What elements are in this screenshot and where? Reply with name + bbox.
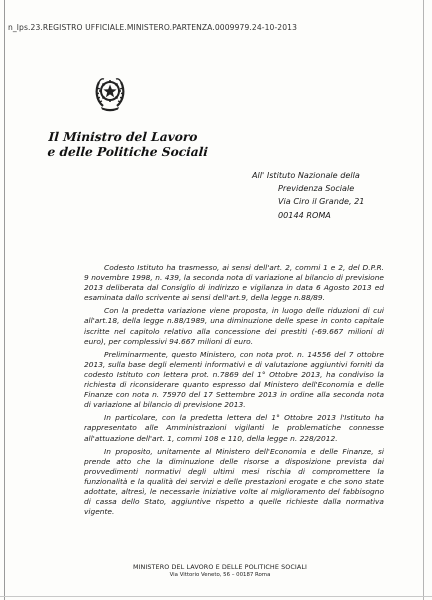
footer-address: Via Vittorio Veneto, 56 – 00187 Roma [169, 572, 271, 578]
letterhead-line-1: Il Ministro del Lavoro [48, 130, 198, 144]
recipient-line-1: All' Istituto Nazionale della [252, 170, 360, 180]
ministry-letterhead [47, 130, 210, 160]
body-paragraph-2: Con la predetta variazione viene proposta, in luogo delle riduzioni di cui all'art.18, della legge n.88/1989, una diminuzione delle spese in conto capitale iscritte nel capitolo relativo alla concessione dei prestiti (-69.667 milioni di euro), per complessivi 94.667 milioni di euro. [84, 306, 384, 346]
body-paragraph-5: In proposito, unitamente al Ministero dell'Economia e delle Finanze, si prende atto che la diminuzione delle risorse a disposizione prevista dai provvedimenti normativi degli ultimi mesi rischia di compromettere la funzionalità e la qualità dei servizi e delle prestazioni erogate e che sono state adottate, altresì, le necessarie iniziative volte al miglioramento del fabbisogno di cassa dello Stato, aggiuntive rispetto a quelle richieste dalla normativa vigente. [84, 446, 384, 517]
recipient-line-3: Via Ciro il Grande, 21 [278, 196, 365, 207]
italian-republic-emblem-icon [93, 72, 127, 112]
body-paragraph-4: In particolare, con la predetta lettera del 1° Ottobre 2013 l'Istituto ha rappresentato alle Amministrazioni vigilanti le problematiche connesse all'attuazione dell'art. 1, commi 108 e 110, della legge n. 228/2012. [84, 413, 384, 443]
recipient-line-2: Previdenza Sociale [278, 183, 355, 194]
scan-edge-left [4, 0, 5, 600]
body-paragraph-3: Preliminarmente, questo Ministero, con nota prot. n. 14556 del 7 ottobre 2013, sulla base degli elementi informativi e di valutazione aggiuntivi forniti da codesto Istituto con lettera prot. n.7869 del 1° Ottobre 2013, ha condiviso la richiesta di riconsiderare quanto espresso dal Ministero dell'Economia e delle Finanze con nota n. 75970 del 17 Settembre 2013 in ordine alla seconda nota di variazione al bilancio di previsione 2013. [84, 349, 384, 410]
page-footer [100, 563, 340, 578]
recipient-address [252, 169, 364, 222]
letter-body [84, 263, 384, 520]
body-paragraph-1: Codesto Istituto ha trasmesso, ai sensi dell'art. 2, commi 1 e 2, del D.P.R. 9 novembre 1998, n. 439, la seconda nota di variazione al bilancio di previsione 2013 deliberata dal Consiglio di indirizzo e vigilanza in data 6 Agosto 2013 ed esaminata dallo scrivente ai sensi dell'art.9, della legge n.88/89. [84, 263, 384, 303]
footer-ministry-name: MINISTERO DEL LAVORO E DELLE POLITICHE SOCIALI [132, 563, 308, 571]
scan-edge-bottom [0, 596, 432, 597]
scan-edge-right [423, 0, 424, 600]
letterhead-line-2: e delle Politiche Sociali [47, 145, 209, 159]
protocol-stamp: n_lps.23.REGISTRO UFFICIALE.MINISTERO.PARTENZA.0009979.24-10-2013 [8, 23, 298, 32]
recipient-line-4: 00144 ROMA [278, 209, 331, 220]
